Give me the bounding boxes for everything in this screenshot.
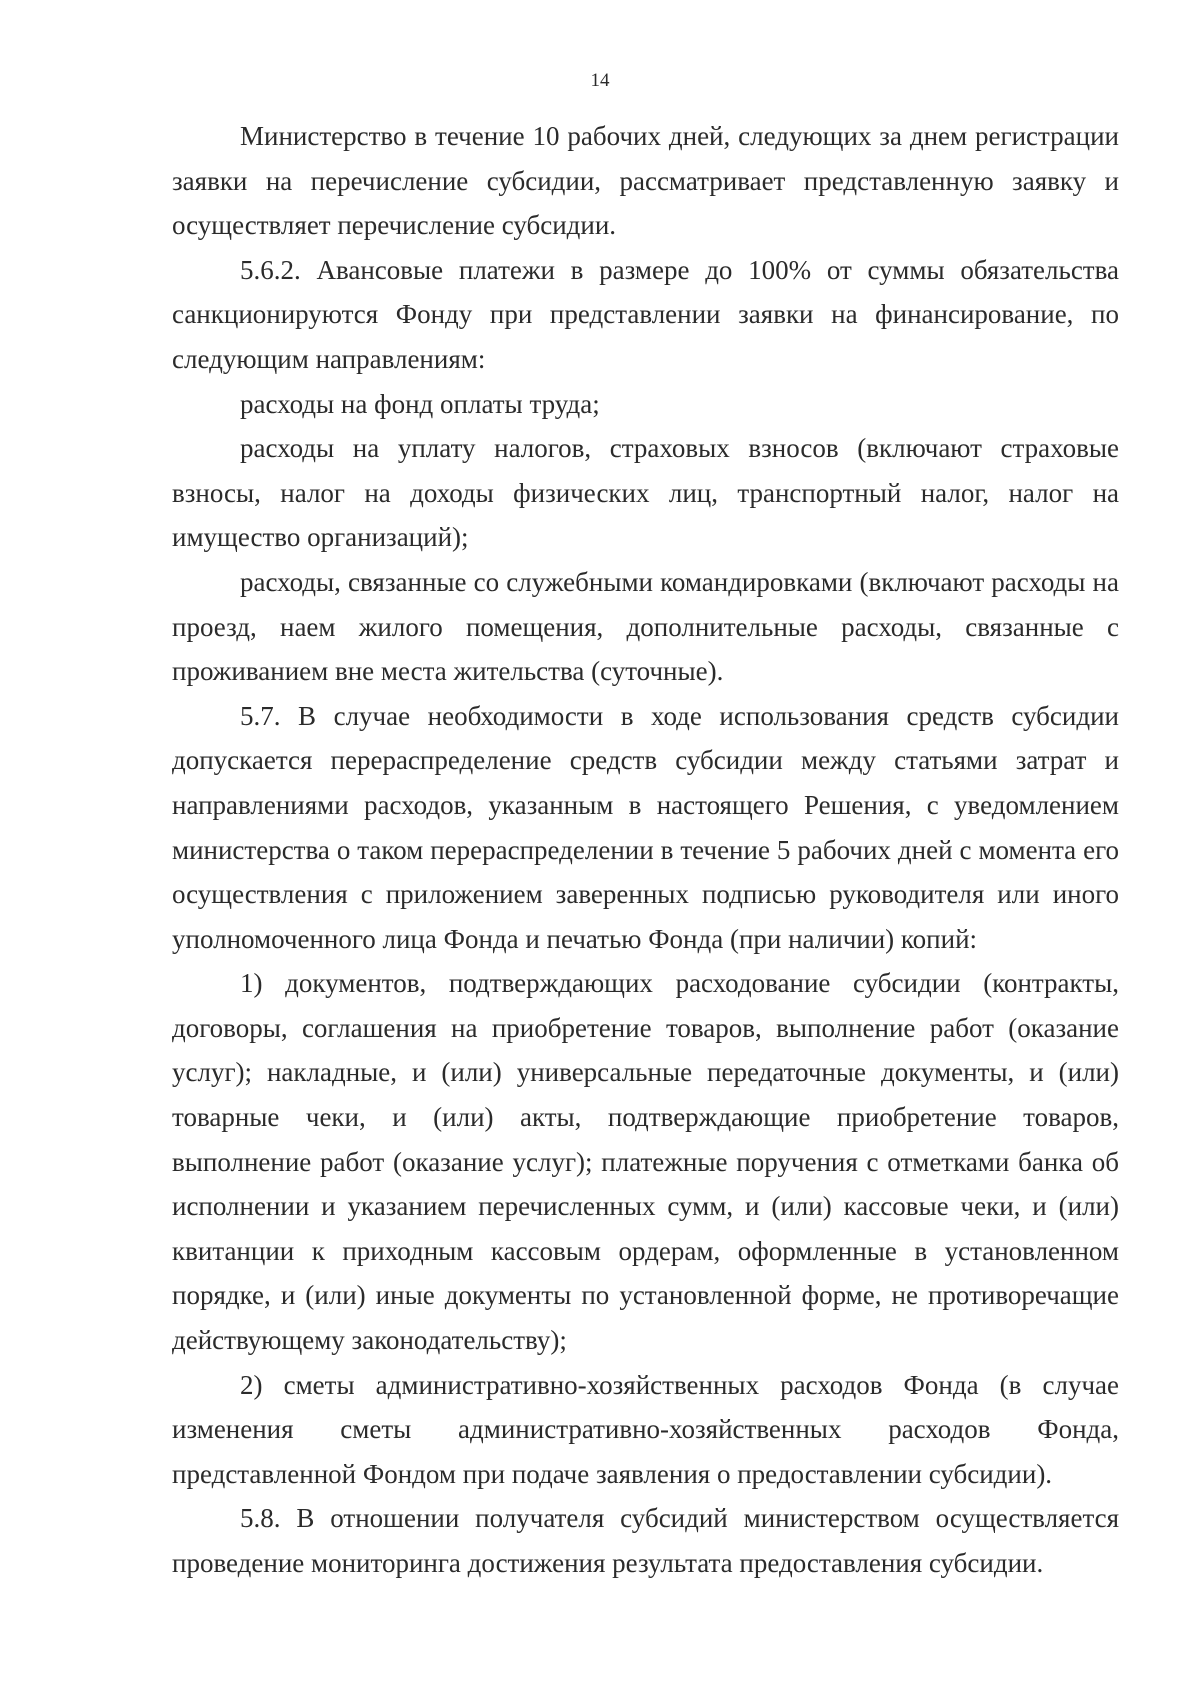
paragraph-item-1: 1) документов, подтверждающих расходование субсидии (контракты, договоры, соглашения на приобретение товаров, выполнение работ (оказание услуг); накладные, и (или) универсальные передаточные документы, и (или) товарные чеки, и (или) акты, подтверждающие приобретение товаров, выполнение работ (оказание услуг); платежные поручения с отметками банка об исполнении и указанием перечисленных сумм, и (или) кассовые чеки, и (или) квитанции к приходным кассовым ордерам, оформленные в установленном порядке, и (или) иные документы по установленной форме, не противоречащие действующему законодательству); (172, 968, 1119, 1356)
document-body (172, 114, 1119, 1586)
paragraph-5-8: 5.8. В отношении получателя субсидий министерством осуществляется проведение мониторинга достижения результата предоставления субсидии. (172, 1503, 1119, 1578)
paragraph-payroll-expenses: расходы на фонд оплаты труда; (240, 388, 600, 419)
paragraph-ministry-review: Министерство в течение 10 рабочих дней, следующих за днем регистрации заявки на перечисление субсидии, рассматривает представленную заявку и осуществляет перечисление субсидии. (172, 121, 1119, 241)
page-number: 14 (590, 70, 610, 91)
paragraph-5-7: 5.7. В случае необходимости в ходе использования средств субсидии допускается перераспределение средств субсидии между статьями затрат и направлениями расходов, указанным в настоящего Решения, с уведомлением министерства о таком перераспределении в течение 5 рабочих дней с момента его осуществления с приложением заверенных подписью руководителя или иного уполномоченного лица Фонда и печатью Фонда (при наличии) копий: (172, 700, 1119, 954)
paragraph-item-2: 2) сметы административно-хозяйственных расходов Фонда (в случае изменения сметы административно-хозяйственных расходов Фонда, представленной Фондом при подаче заявления о предоставлении субсидии). (172, 1369, 1119, 1489)
paragraph-5-6-2: 5.6.2. Авансовые платежи в размере до 100% от суммы обязательства санкционируются Фонду при представлении заявки на финансирование, по следующим направлениям: (172, 254, 1119, 374)
paragraph-travel-expenses: расходы, связанные со служебными командировками (включают расходы на проезд, наем жилого помещения, дополнительные расходы, связанные с проживанием вне места жительства (суточные). (172, 566, 1119, 687)
paragraph-tax-expenses: расходы на уплату налогов, страховых взносов (включают страховые взносы, налог на доходы физических лиц, транспортный налог, налог на имущество организаций); (172, 433, 1119, 553)
